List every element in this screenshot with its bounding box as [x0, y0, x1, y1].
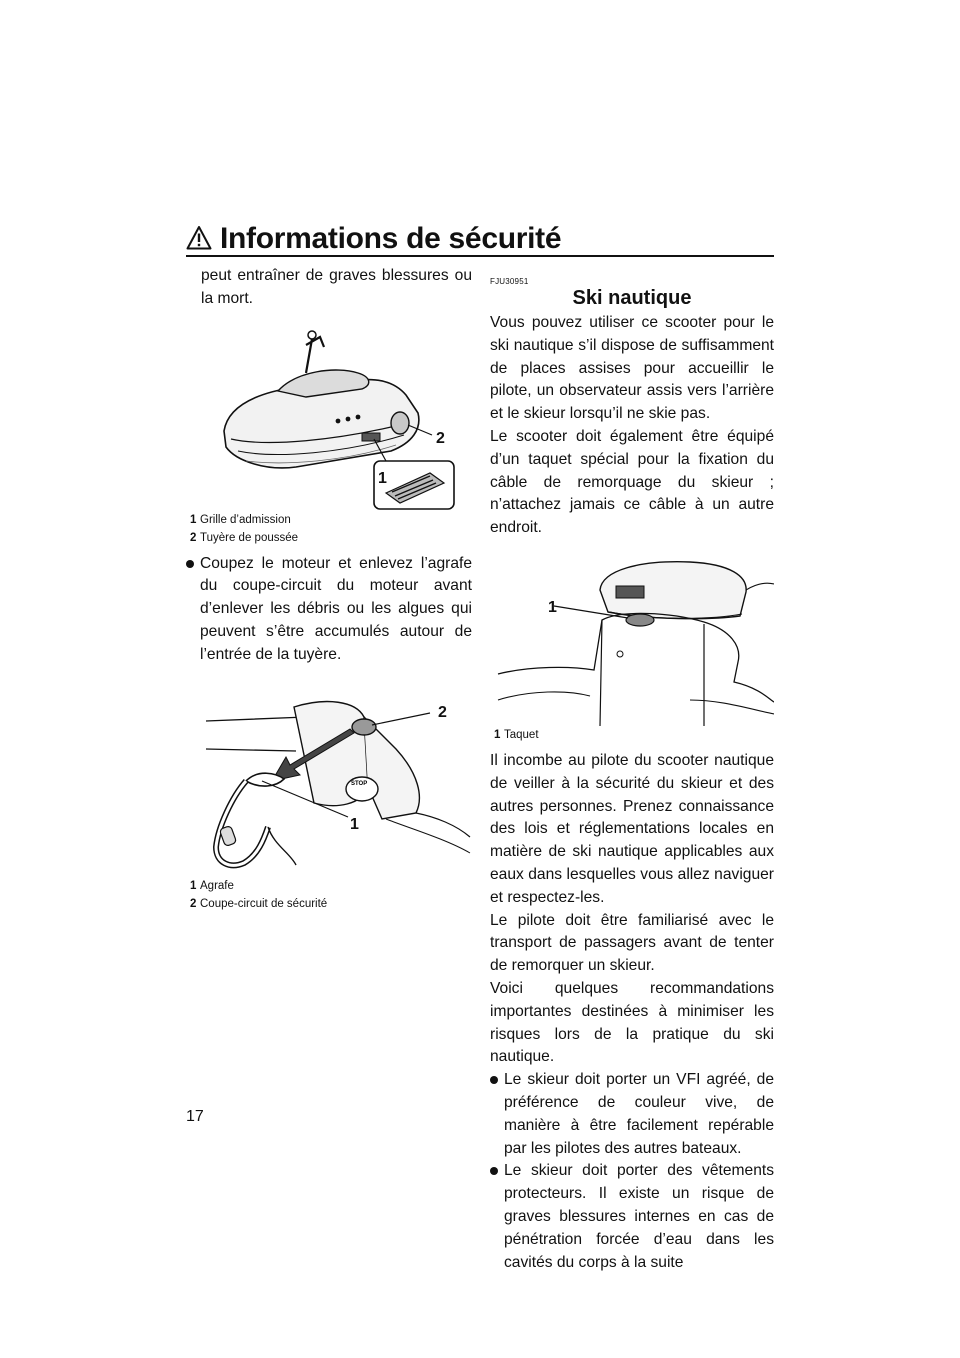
bullet-protective-clothing: Le skieur doit porter des vêtements protecteurs. Il existe un risque de graves blessures internes en cas de pénétration forcée d’eau dans les cavités du corps à la suite [490, 1160, 774, 1274]
figure1-label-1: 1 [378, 469, 387, 487]
figure3-label-1: 1 [548, 598, 557, 616]
figure3-callout-1: 1 Taquet [494, 728, 539, 741]
figure2-label-1: 1 [350, 815, 359, 833]
safety-lanyard-illustration [186, 677, 472, 877]
section-title: Ski nautique [572, 287, 692, 309]
paragraph-1: Vous pouvez utiliser ce scooter pour le ski nautique s’il dispose de suffisamment de places assises pour accueillir le pilote, un observateur assis vers l’arrière et le skieur lorsqu’il ne skie pas. [490, 314, 774, 423]
paragraph-4: Le pilote doit être familiarisé avec le transport de passagers avant de tenter de remorquer un skieur. [490, 911, 774, 975]
intro-paragraph: peut entraîner de graves blessures ou la mort. [201, 267, 472, 307]
page-header [186, 222, 776, 258]
figure2-label-2: 2 [438, 703, 447, 721]
bullet-remove-clip: Coupez le moteur et enlevez l’agrafe du coupe-circuit du moteur avant d’enlever les débris ou les algues qui peuvent s’être accumulés autour de l’entrée de la tuyère. [186, 553, 472, 667]
bullet-icon [186, 560, 194, 568]
paragraph-3: Il incombe au pilote du scooter nautique de veiller à la sécurité du skieur et des autres personnes. Prenez connaissance des lois et réglementations locales en matière de ski nautique applicables aux eaux dans lesquelles vous allez naviguer et respectez-les. [490, 751, 774, 906]
tow-cleat-illustration [490, 550, 774, 726]
left-column [186, 265, 472, 913]
bullet-icon [490, 1167, 498, 1175]
bullet-icon [490, 1076, 498, 1084]
warning-triangle-icon [186, 225, 212, 251]
paragraph-2: Le scooter doit également être équipé d’un taquet spécial pour la fixation du câble de remorquage du skieur ; n’attachez jamais ce câble à un autre endroit. [490, 427, 774, 537]
page-title: Informations de sécurité [220, 222, 562, 255]
figure2-callout-1: 1 Agrafe [190, 879, 234, 892]
page-number: 17 [186, 1108, 204, 1125]
figure1-label-2: 2 [436, 429, 445, 447]
right-column [490, 265, 774, 1274]
jet-ski-intake-illustration [186, 311, 472, 511]
stop-label: STOP [351, 780, 368, 787]
figure1-callout-1: 1 Grille d’admission [190, 513, 291, 526]
section-code: FJU30951 [490, 277, 529, 286]
figure2-callout-2: 2 Coupe-circuit de sécurité [190, 897, 328, 910]
bullet-vfi: Le skieur doit porter un VFI agréé, de préférence de couleur vive, de manière à être facilement repérable par les pilotes des autres bateaux. [490, 1069, 774, 1160]
figure1-callout-2: 2 Tuyère de poussée [190, 531, 299, 544]
paragraph-5: Voici quelques recommandations importantes destinées à minimiser les risques lors de la pratique du ski nautique. [490, 979, 774, 1066]
header-divider [186, 255, 774, 257]
